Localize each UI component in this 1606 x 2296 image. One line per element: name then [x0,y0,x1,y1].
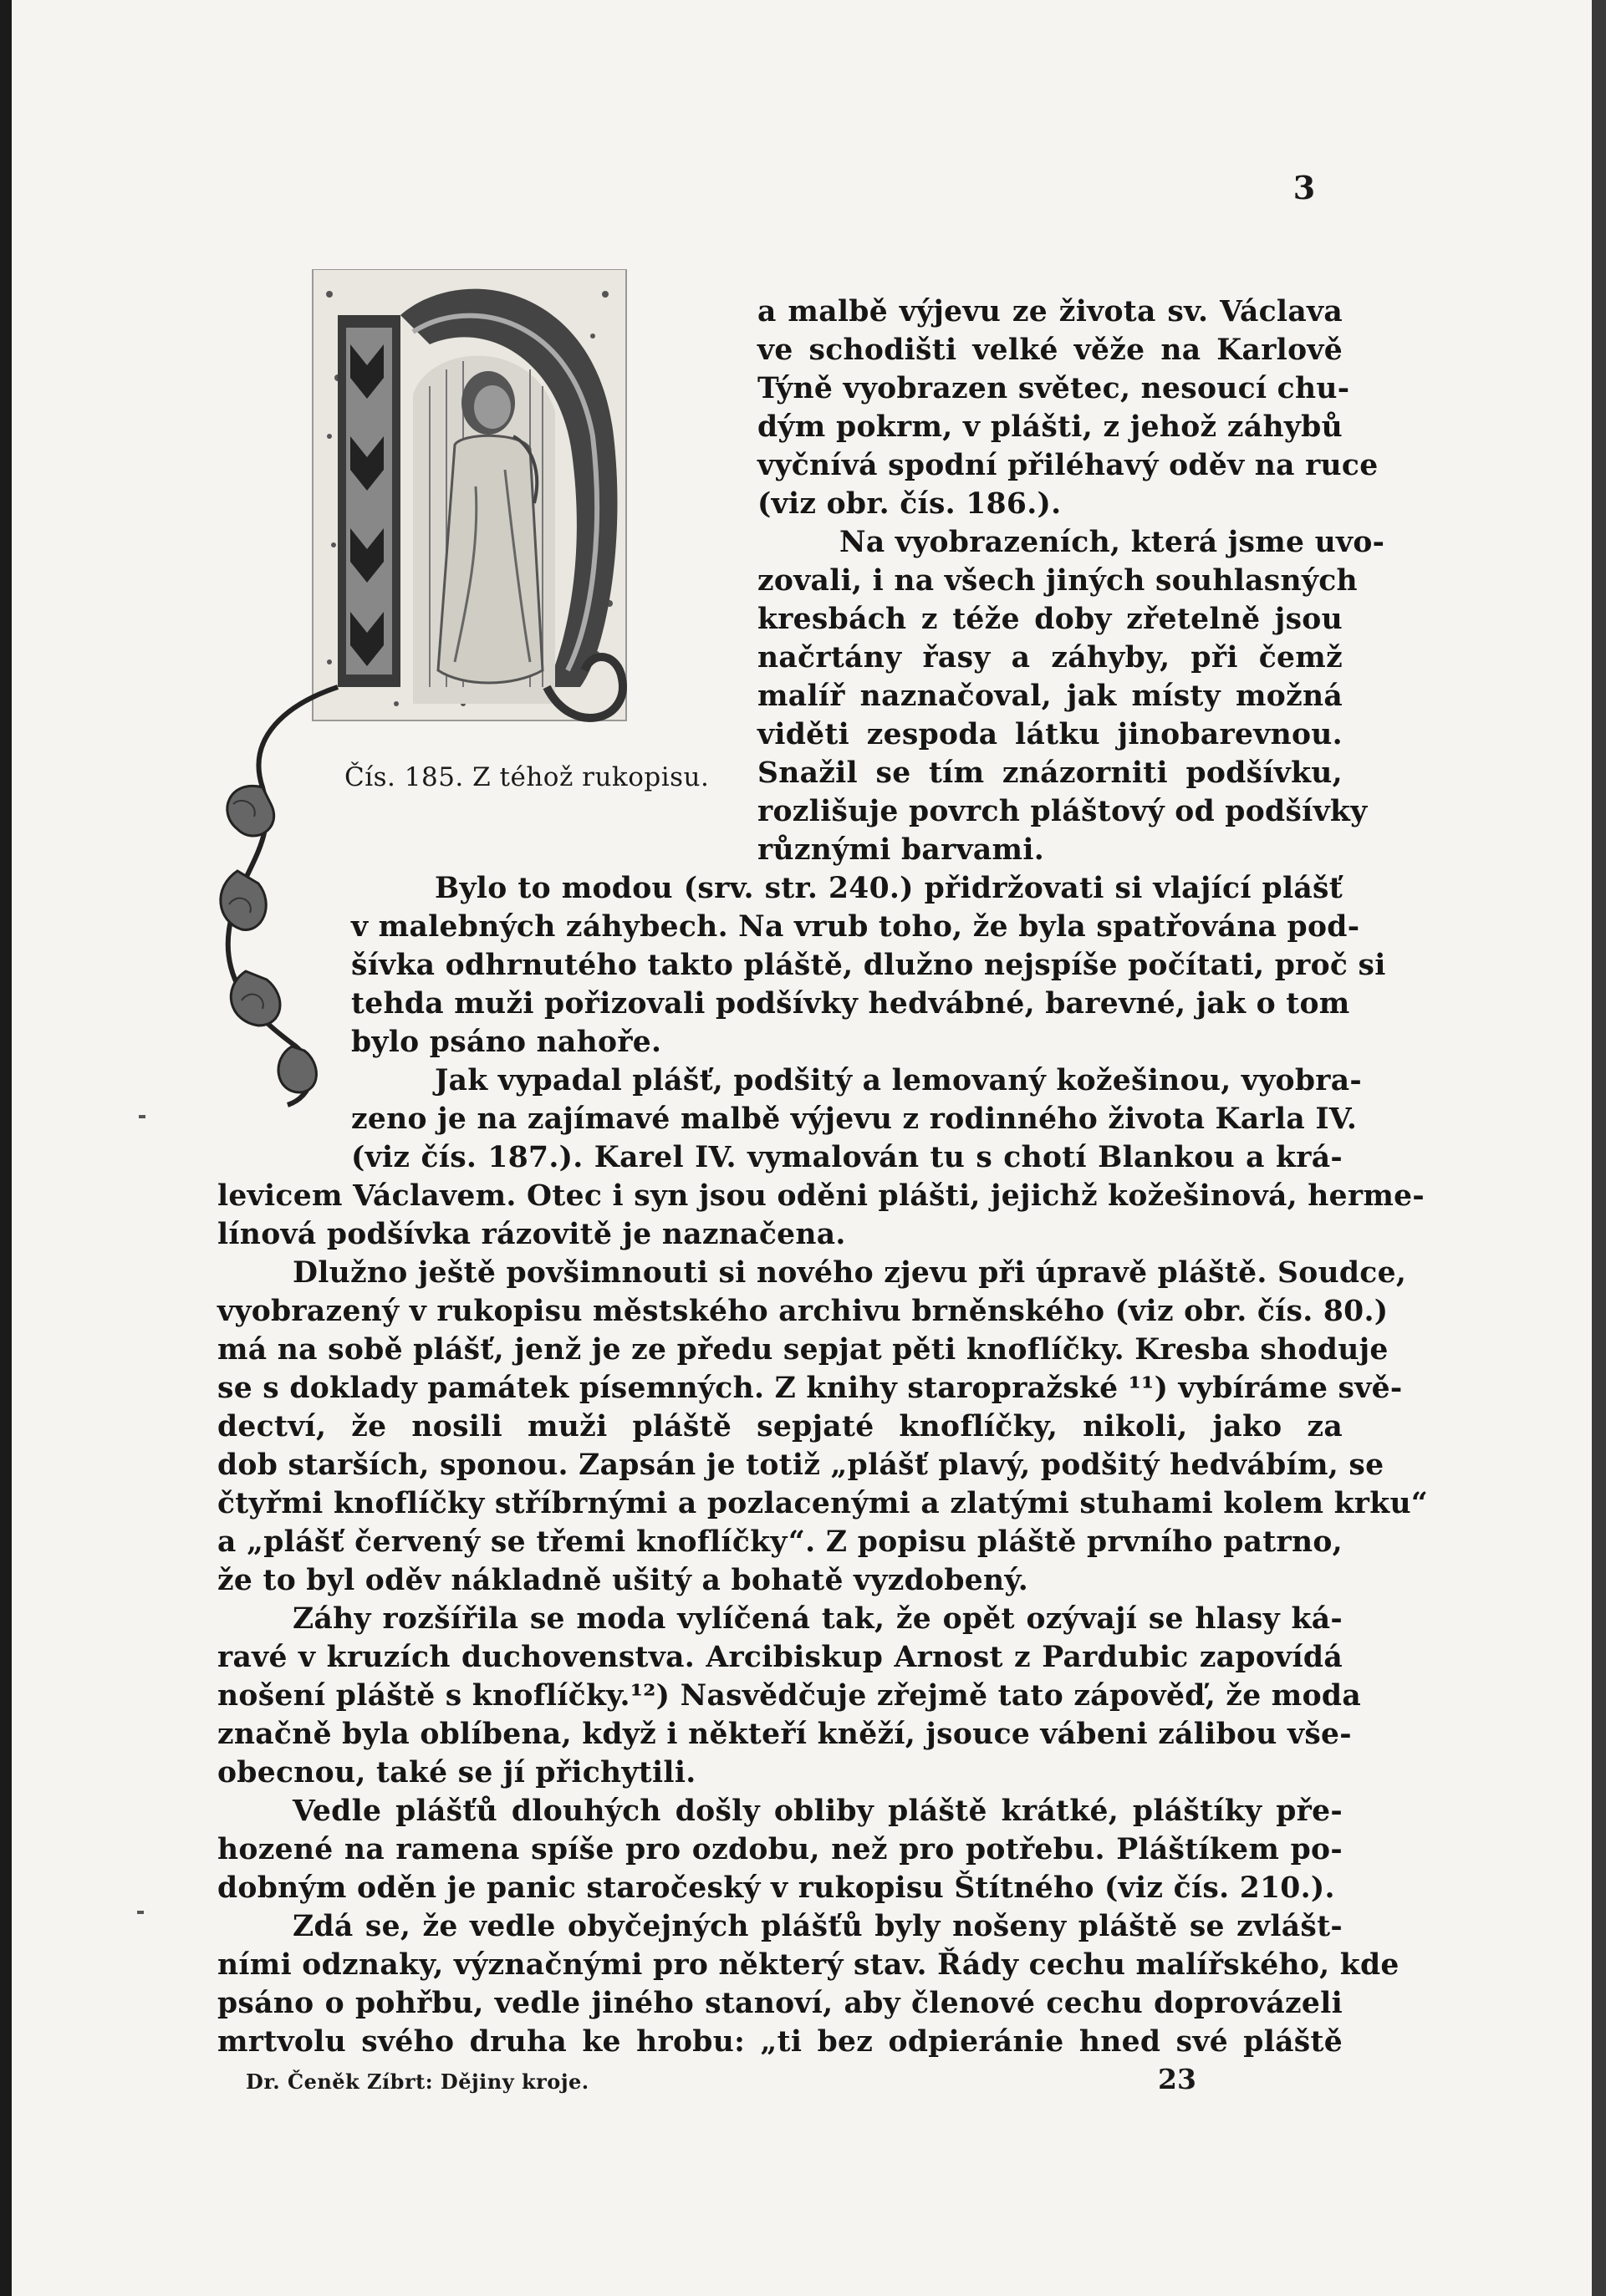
footer-signature: 23 [1158,2063,1196,2095]
scan-speck [137,1911,144,1914]
text-line: dobným oděn je panic staročeský v rukopisu Štítného (viz čís. 210.). [217,1871,1335,1905]
text-line: čtyřmi knoflíčky stříbrnými a pozlacenými a zlatými stuhami kolem krku“ [217,1487,1428,1520]
text-line: Na vyobrazeních, která jsme uvo- [839,526,1385,559]
text-line: Dlužno ještě povšimnouti si nového zjevu při úpravě pláště. Soudce, [293,1256,1407,1290]
text-line: bylo psáno nahoře. [351,1026,662,1059]
text-line: mrtvolu svého druha ke hrobu: „ti bez odpieránie hned své pláště [217,2025,1343,2059]
page-number: 3 [1292,169,1316,206]
text-line: různými barvami. [757,833,1045,867]
text-line: Bylo to modou (srv. str. 240.) přidržovati si vlající plášť [435,872,1343,905]
text-line: v malebných záhybech. Na vrub toho, že byla spatřována pod- [351,910,1360,944]
text-line: Týně vyobrazen světec, nesoucí chu- [757,372,1350,405]
figure-caption: Čís. 185. Z téhož rukopisu. [344,762,710,792]
text-line: dým pokrm, v plášti, z jehož záhybů [757,410,1343,444]
text-line: načrtány řasy a záhyby, při čemž [757,641,1343,675]
text-line: (viz obr. čís. 186.). [757,487,1062,521]
text-line: tehda muži pořizovali podšívky hedvábné, barevné, jak o tom [351,987,1350,1021]
text-line: levicem Václavem. Otec i syn jsou oděni plášti, jejichž kožešinová, hermе- [217,1179,1425,1213]
text-line: hozené na ramena spíše pro ozdobu, než pro potřebu. Pláštíkem po- [217,1833,1343,1866]
text-line: viděti zespoda látku jinobarevnou. [757,718,1343,751]
scan-right-border [1592,0,1606,2296]
text-line: Záhy rozšířila se moda vylíčená tak, že opět ozývají se hlasy ká- [293,1602,1343,1636]
text-line: nošení pláště s knoflíčky.¹²) Nasvědčuje zřejmě tato zápověď, že moda [217,1679,1361,1713]
text-line: zovali, i na všech jiných souhlasných [757,564,1358,598]
text-line: Vedle plášťů dlouhých došly obliby pláště krátké, pláštíky pře- [293,1795,1343,1828]
text-line: má na sobě plášť, jenž je ze předu sepjat pěti knoflíčky. Kresba shoduje [217,1333,1389,1367]
text-line: (viz čís. 187.). Karel IV. vymalován tu s chotí Blankou a krá- [351,1141,1343,1174]
text-line: zeno je na zajímavé malbě výjevu z rodinného života Karla IV. [351,1102,1358,1136]
text-line: malíř naznačoval, jak místy možná [757,680,1343,713]
text-line: vyčnívá spodní přiléhavý oděv na ruce [757,449,1379,482]
scan-speck [139,1115,145,1118]
text-line: Jak vypadal plášť, podšitý a lemovaný kožešinou, vyobra- [435,1064,1363,1097]
text-line: dob starších, sponou. Zapsán je totiž „plášť plavý, podšitý hedvábím, se [217,1448,1384,1482]
text-line: se s doklady památek písemných. Z knihy staropražské ¹¹) vybíráme svě- [217,1372,1403,1405]
scan-left-border [0,0,12,2296]
text-line: psáno o pohřbu, vedle jiného stanoví, aby členové cechu doprovázeli [217,1987,1343,2020]
text-line: a malbě výjevu ze života sv. Václava [757,295,1343,328]
text-line: dectví, že nosili muži pláště sepjaté knoflíčky, nikoli, jako za [217,1410,1343,1443]
text-line: značně byla oblíbena, když i někteří kněží, jsouce vábeni zálibou vše- [217,1718,1352,1751]
text-line: línová podšívka rázovitě je naznačena. [217,1218,846,1251]
footer-author: Dr. Čeněk Zíbrt: Dějiny kroje. [246,2069,589,2094]
text-line: kresbách z téže doby zřetelně jsou [757,603,1343,636]
book-page [12,0,1592,2296]
text-line: že to byl oděv nákladně ušitý a bohatě vyzdobený. [217,1564,1029,1597]
text-line: ními odznaky, význačnými pro některý stav. Řády cechu malířského, kde [217,1948,1400,1982]
text-line: ravé v kruzích duchovenstva. Arcibiskup Arnost z Pardubic zapovídá [217,1641,1343,1674]
text-line: ve schodišti velké věže na Karlově [757,333,1343,367]
text-line: Zdá se, že vedle obyčejných plášťů byly nošeny pláště se zvlášt- [293,1910,1343,1943]
text-line: obecnou, také se jí přichytili. [217,1756,696,1789]
text-line: a „plášť červený se třemi knoflíčky“. Z popisu pláště prvního patrno, [217,1525,1343,1559]
text-line: Snažil se tím znázorniti podšívku, [757,756,1343,790]
text-line: šívka odhrnutého takto pláště, dlužno nejspíše počítati, proč si [351,949,1386,982]
text-line: vyobrazený v rukopisu městského archivu brněnského (viz obr. čís. 80.) [217,1295,1389,1328]
text-line: rozlišuje povrch pláštový od podšívky [757,795,1368,828]
